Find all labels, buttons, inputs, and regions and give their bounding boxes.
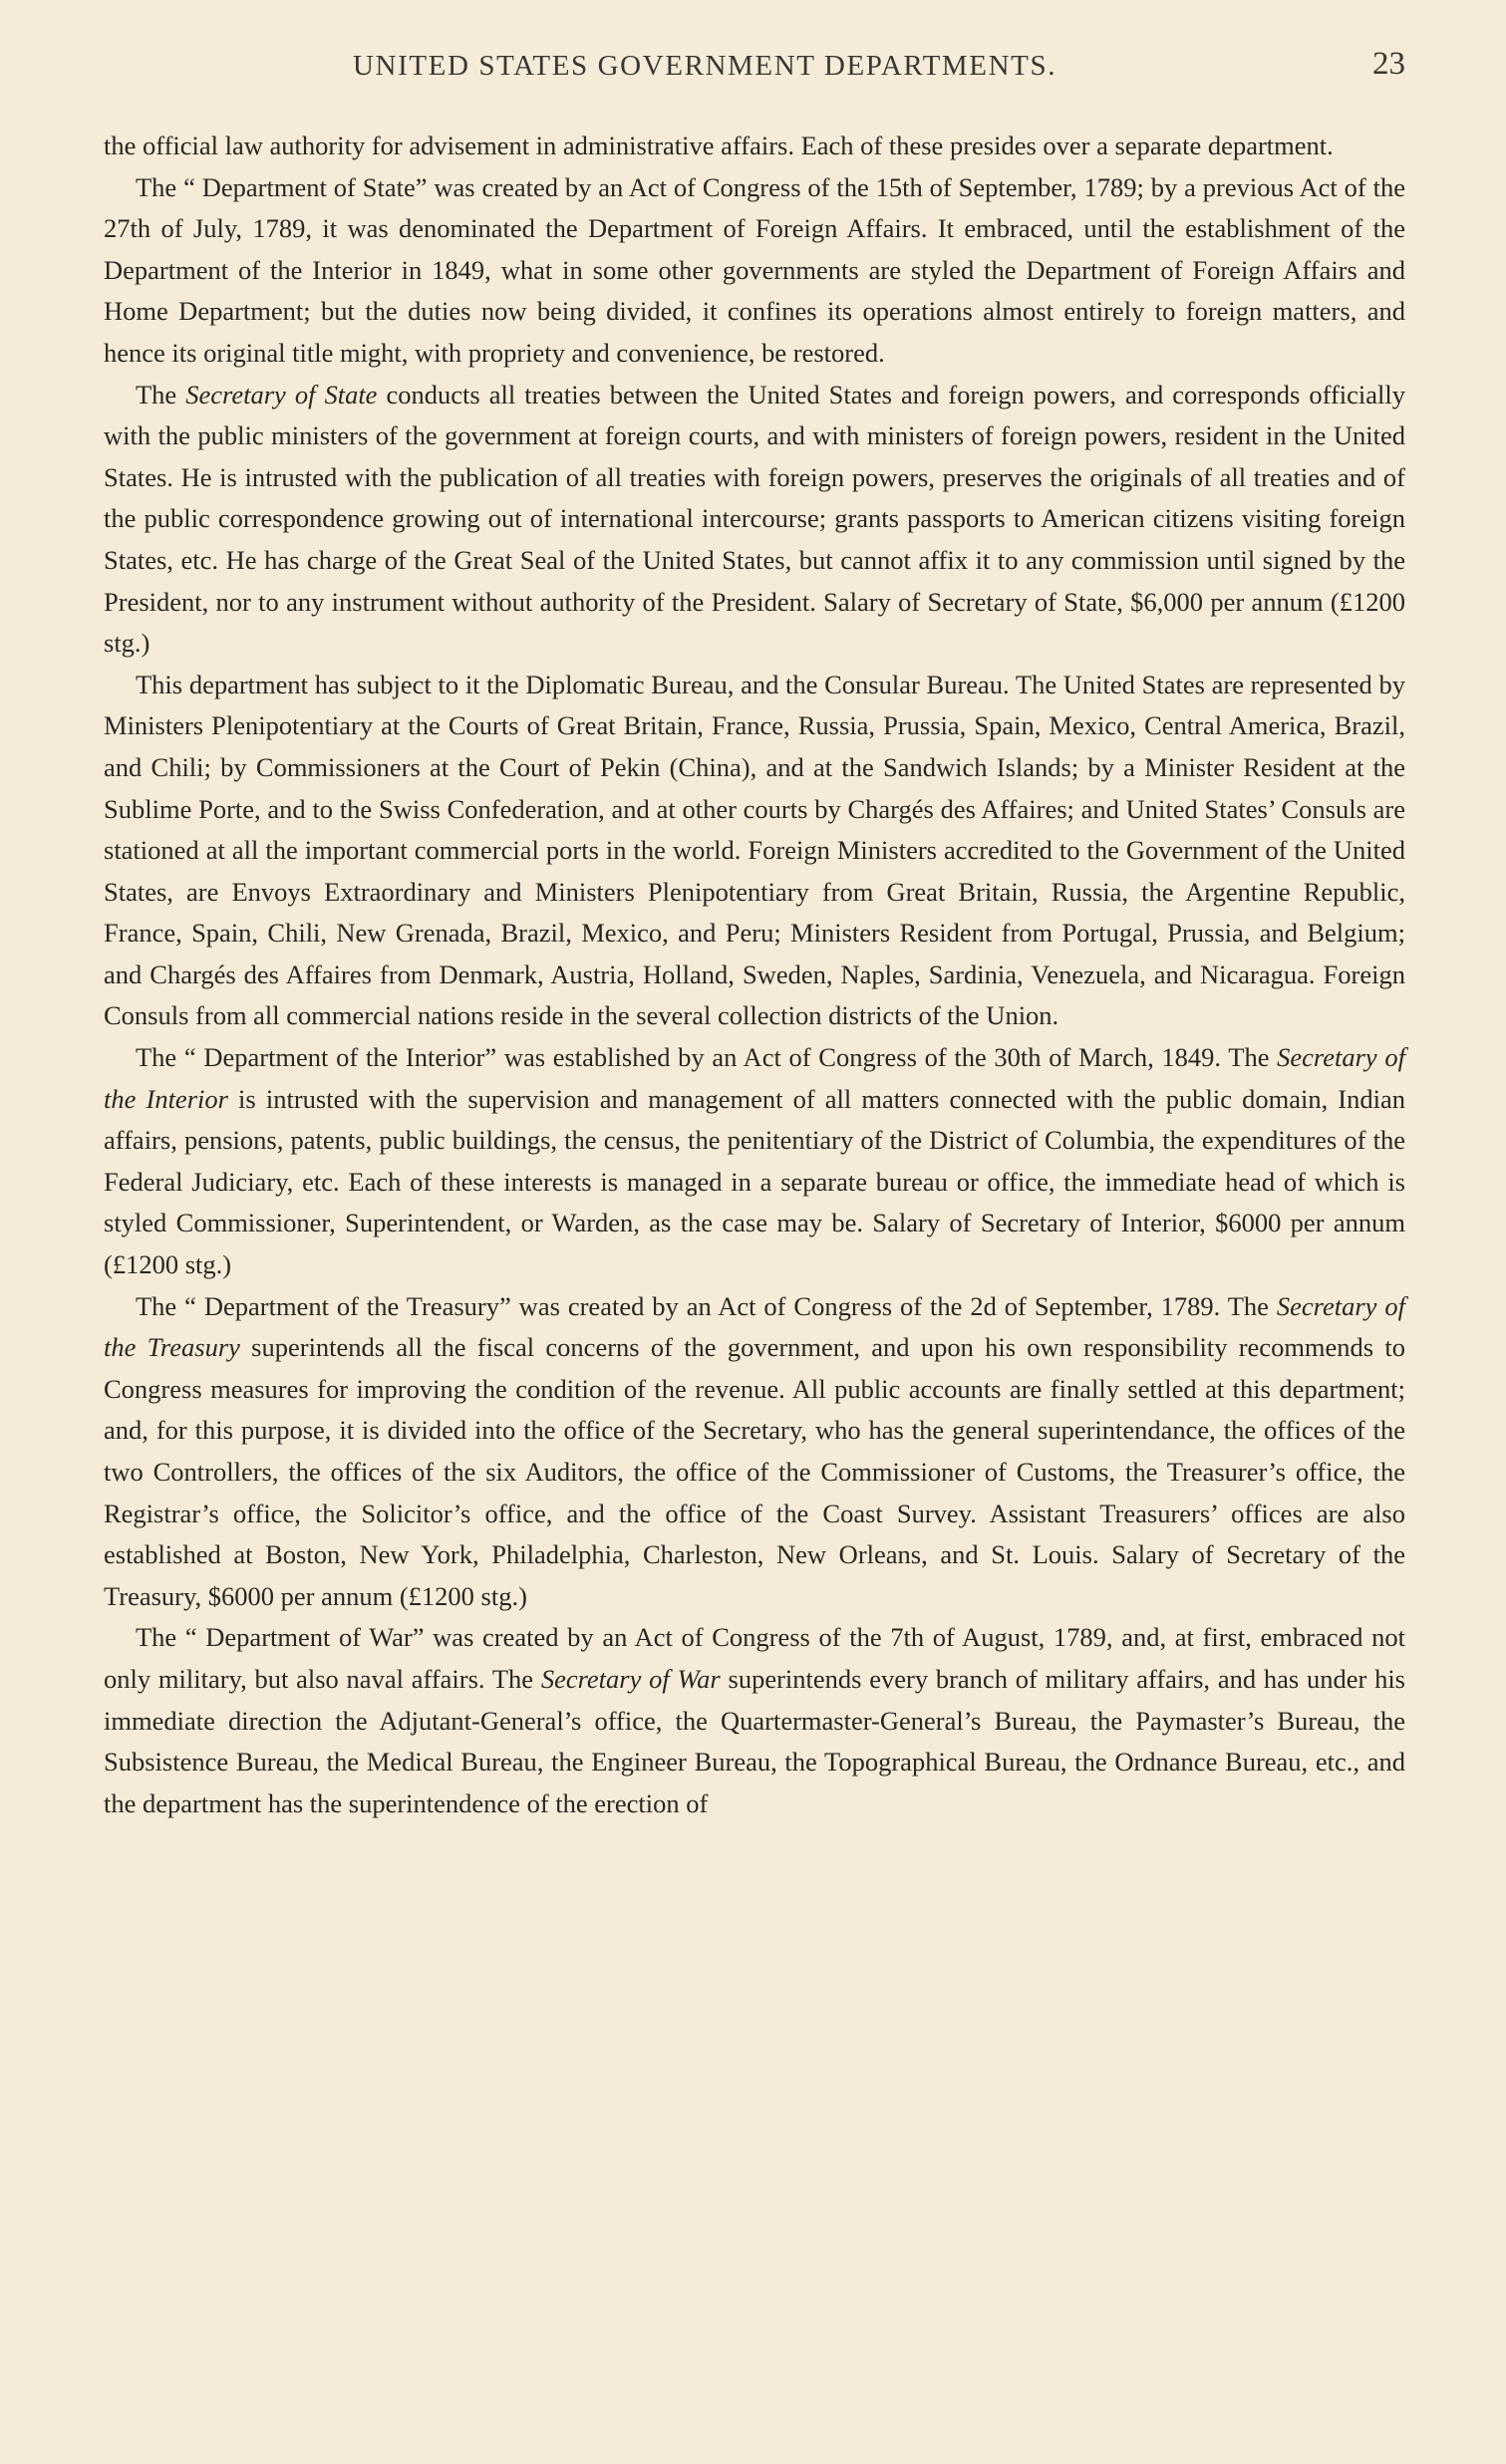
paragraph-text-post: superintends all the fiscal concerns of the government, and upon his own responsibility recommends to Congress measures for improving the condition of the revenue. All public accounts are finally settled at this department; and, for this purpose, it is divided into the office of the Secretary, who has the general superintendance, the offices of the two Controllers, the offices of the six Auditors, the office of the Commissioner of Customs, the Treasurer’s office, the Registrar’s office, the Solicitor’s office, and the office of the Coast Survey. Assistant Treasurers’ offices are also established at Boston, New York, Philadelphia, Charleston, New Orleans, and St. Louis. Salary of Secretary of the Treasury, $6000 per annum (£1200 stg.) (104, 1332, 1405, 1611)
paragraph-text-pre: The (136, 379, 186, 410)
paragraph-department-of-interior (104, 1037, 1405, 1286)
paragraph-text-post: conducts all treaties between the United States and foreign powers, and corresponds officially with the public ministers of the government at foreign courts, and with ministers of foreign powers, resident in the United States. He is intrusted with the publication of all treaties with foreign powers, preserves the originals of all treaties and of the public correspondence growing out of international intercourse; grants passports to American citizens visiting foreign States, etc. He has charge of the Great Seal of the United States, but cannot affix it to any commission until signed by the President, nor to any instrument without authority of the President. Salary of Secretary of State, $6,000 per annum (£1200 stg.) (104, 379, 1406, 659)
paragraph-text-pre: The “ Department of War” was created by an Act of Congress of the 7th of August, 1789, and, at first, embraced not only military, but also naval affairs. The (104, 1622, 1405, 1694)
body-text (104, 126, 1405, 1824)
paragraph-text-post: superintends every branch of military affairs, and has under his immediate direction the Adjutant-General’s office, the Quartermaster-General’s Bureau, the Paymaster’s Bureau, the Subsistence Bureau, the Medical Bureau, the Engineer Bureau, the Topographical Bureau, the Ordnance Bureau, etc., and the department has the superintendence of the erection of (104, 1663, 1405, 1818)
paragraph-text-pre: The “ Department of the Interior” was established by an Act of Congress of the 30th of March, 1849. The (136, 1042, 1278, 1073)
paragraph-department-of-war (104, 1617, 1405, 1824)
paragraph-diplomatic-bureau (104, 665, 1405, 1037)
paragraph-department-of-state (104, 167, 1405, 375)
paragraph-text: the official law authority for advisement in administrative affairs. Each of these presides over a separate department. (104, 131, 1334, 160)
running-title: UNITED STATES GOVERNMENT DEPARTMENTS. (353, 50, 1057, 82)
paragraph-secretary-of-state (104, 375, 1405, 665)
italic-title: Secretary of War (540, 1663, 721, 1694)
paragraph-text-post: is intrusted with the supervision and management of all matters connected with the public domain, Indian affairs, pensions, patents, public buildings, the census, the penitentiary of the District of Columbia, the expenditures of the Federal Judiciary, etc. Each of these interests is managed in a separate bureau or office, the immediate head of which is styled Commissioner, Superintendent, or Warden, as the case may be. Salary of Secretary of Interior, $6000 per annum (£1200 stg.) (104, 1083, 1406, 1280)
paragraph-text-pre: The “ Department of the Treasury” was created by an Act of Congress of the 2d of September, 1789. The (136, 1290, 1277, 1321)
italic-title: Secretary of the Interior (104, 1042, 1405, 1114)
paragraph-text: The “ Department of State” was created by an Act of Congress of the 15th of September, 1789; by a previous Act of the 27th of July, 1789, it was denominated the Department of Foreign Affairs. It embraced, until the establishment of the Department of the Interior in 1849, what in some other governments are styled the Department of Foreign Affairs and Home Department; but the duties now being divided, it confines its operations almost entirely to foreign matters, and hence its original title might, with propriety and convenience, be restored. (104, 171, 1405, 368)
book-page (104, 46, 1405, 1824)
italic-title: Secretary of the Treasury (104, 1290, 1406, 1363)
page-header (104, 46, 1405, 96)
italic-title: Secretary of State (185, 379, 378, 410)
page-number: 23 (1372, 46, 1405, 82)
paragraph-continuation (104, 126, 1405, 167)
paragraph-text: This department has subject to it the Diplomatic Bureau, and the Consular Bureau. The United States are represented by Ministers Plenipotentiary at the Courts of Great Britain, France, Russia, Prussia, Spain, Mexico, Central America, Brazil, and Chili; by Commissioners at the Court of Pekin (China), and at the Sandwich Islands; by a Minister Resident at the Sublime Porte, and to the Swiss Confederation, and at other courts by Chargés des Affaires; and United States’ Consuls are stationed at all the important commercial ports in the world. Foreign Ministers accredited to the Government of the United States, are Envoys Extraordinary and Ministers Plenipotentiary from Great Britain, Russia, the Argentine Republic, France, Spain, Chili, New Grenada, Brazil, Mexico, and Peru; Ministers Resident from Portugal, Prussia, and Belgium; and Chargés des Affaires from Denmark, Austria, Holland, Sweden, Naples, Sardinia, Venezuela, and Nicaragua. Foreign Consuls from all commercial nations reside in the several collection districts of the Union. (104, 669, 1405, 1031)
paragraph-department-of-treasury (104, 1286, 1405, 1618)
